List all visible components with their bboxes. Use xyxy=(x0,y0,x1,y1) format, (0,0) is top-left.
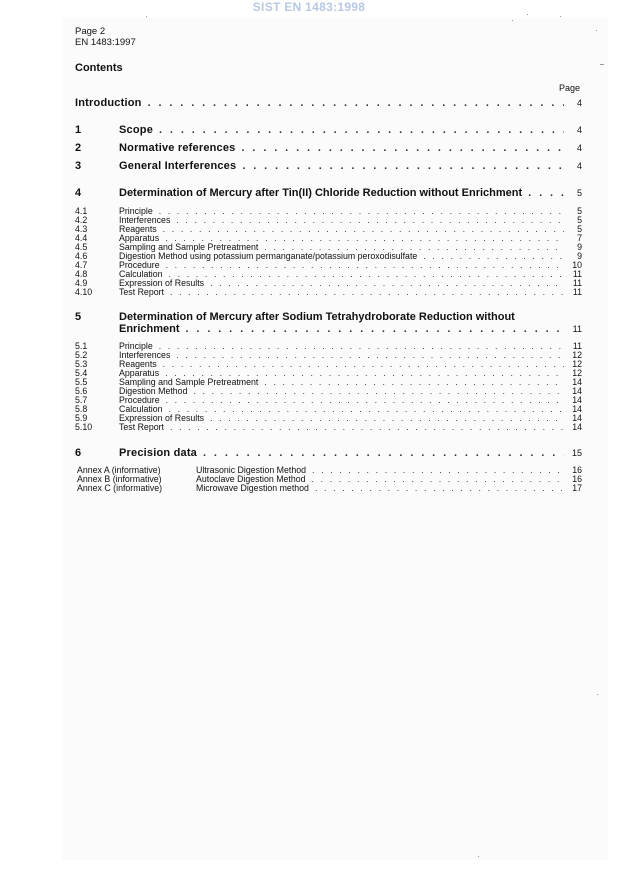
toc-subsection-number: 4.1 xyxy=(75,206,88,216)
toc-page-number: 14 xyxy=(572,413,582,423)
toc-entry-label: Procedure xyxy=(119,260,160,270)
leader-dots xyxy=(312,475,564,484)
toc-page-number: 11 xyxy=(572,341,582,351)
toc-entry-section-2[interactable] xyxy=(75,141,582,155)
annex-title: Ultrasonic Digestion Method xyxy=(196,465,307,475)
leader-dots xyxy=(176,351,564,360)
toc-subsection-number: 4.7 xyxy=(75,260,88,270)
toc-page-number: 5 xyxy=(577,206,582,216)
toc-page-number: 15 xyxy=(571,448,582,458)
annex-name: Annex C (informative) xyxy=(77,483,163,493)
page-column-label: Page xyxy=(559,83,581,93)
toc-entry-label: Expression of Results xyxy=(119,413,205,423)
toc-page-number: 11 xyxy=(572,269,582,279)
leader-dots xyxy=(163,360,564,369)
toc-entry-label: Procedure xyxy=(119,395,160,405)
leader-dots xyxy=(163,225,564,234)
leader-dots xyxy=(242,141,564,155)
toc-page-number: 14 xyxy=(572,386,582,396)
toc-entry-label: Test Report xyxy=(119,422,164,432)
toc-subsection-number: 4.10 xyxy=(75,287,93,297)
toc-section-number: 4 xyxy=(75,187,82,199)
annex-title: Autoclave Digestion Method xyxy=(196,474,306,484)
toc-page-number: 14 xyxy=(572,377,582,387)
leader-dots xyxy=(159,342,564,351)
toc-section-number: 3 xyxy=(75,160,82,172)
toc-entry-section-4[interactable] xyxy=(75,186,582,200)
leader-dots xyxy=(170,288,564,297)
toc-entry-5-10[interactable] xyxy=(75,423,582,432)
toc-entry-label: Calculation xyxy=(119,269,163,279)
toc-entry-label: Interferences xyxy=(119,350,171,360)
leader-dots xyxy=(148,96,564,110)
toc-subsection-number: 5.3 xyxy=(75,359,88,369)
annex-name: Annex A (informative) xyxy=(77,465,161,475)
toc-entry-label: Principle xyxy=(119,341,153,351)
toc-page-number: 4 xyxy=(576,125,582,135)
toc-page-number: 4 xyxy=(576,143,582,153)
scan-speck xyxy=(146,16,147,17)
toc-subsection-number: 5.9 xyxy=(75,413,88,423)
toc-entry-label: Digestion Method using potassium permanganate/potassium peroxodisulfate xyxy=(119,251,418,261)
leader-dots xyxy=(312,466,564,475)
toc-page-number: 5 xyxy=(577,215,582,225)
toc-entry-label: Reagents xyxy=(119,224,157,234)
toc-entry-annex-c[interactable] xyxy=(77,484,582,493)
toc-entry-label-line2: Enrichment xyxy=(119,323,180,335)
scan-speck xyxy=(527,14,528,15)
toc-section-number: 2 xyxy=(75,142,82,154)
toc-entry-label: Apparatus xyxy=(119,368,160,378)
toc-entry-section-5-continued[interactable] xyxy=(75,322,582,336)
leader-dots xyxy=(203,446,564,460)
leader-dots xyxy=(210,279,564,288)
toc-entry-label: Precision data xyxy=(119,447,197,459)
leader-dots xyxy=(166,261,564,270)
toc-entry-label: Normative references xyxy=(119,142,236,154)
toc-subsection-number: 4.2 xyxy=(75,215,88,225)
toc-subsection-number: 4.5 xyxy=(75,242,88,252)
toc-subsection-number: 5.7 xyxy=(75,395,88,405)
toc-entry-4-10[interactable] xyxy=(75,288,582,297)
toc-page-number: 4 xyxy=(576,161,582,171)
leader-dots xyxy=(170,423,564,432)
toc-entry-section-1[interactable] xyxy=(75,123,582,137)
toc-page-number: 16 xyxy=(572,474,582,484)
toc-subsection-number: 4.4 xyxy=(75,233,88,243)
toc-entry-section-6[interactable] xyxy=(75,446,582,460)
toc-page-number: 11 xyxy=(572,278,582,288)
scan-speck xyxy=(597,694,598,695)
toc-entry-label: Determination of Mercury after Tin(II) Chloride Reduction without Enrichment xyxy=(119,187,523,199)
toc-subsection-number: 4.9 xyxy=(75,278,88,288)
toc-page-number: 5 xyxy=(576,188,582,198)
leader-dots xyxy=(169,270,564,279)
toc-entry-label: General Interferences xyxy=(119,160,237,172)
toc-section-number: 1 xyxy=(75,124,82,136)
contents-heading: Contents xyxy=(75,62,123,74)
annex-name: Annex B (informative) xyxy=(77,474,162,484)
toc-entry-label: Reagents xyxy=(119,359,157,369)
toc-entry-section-3[interactable] xyxy=(75,159,582,173)
leader-dots xyxy=(193,387,564,396)
toc-section-number: 6 xyxy=(75,447,82,459)
toc-entry-label: Principle xyxy=(119,206,153,216)
toc-page-number: 11 xyxy=(572,287,582,297)
toc-subsection-number: 5.10 xyxy=(75,422,93,432)
toc-entry-introduction[interactable] xyxy=(75,96,582,110)
leader-dots xyxy=(242,159,564,173)
leader-dots xyxy=(528,186,564,200)
toc-page-number: 14 xyxy=(572,404,582,414)
document-number: EN 1483:1997 xyxy=(75,37,136,48)
leader-dots xyxy=(264,378,564,387)
annex-title: Microwave Digestion method xyxy=(196,483,309,493)
toc-entry-label: Scope xyxy=(119,124,154,136)
toc-entry-label: Interferences xyxy=(119,215,171,225)
toc-page-number: 14 xyxy=(572,422,582,432)
toc-page-number: 12 xyxy=(572,350,582,360)
toc-subsection-number: 5.1 xyxy=(75,341,88,351)
leader-dots xyxy=(423,252,564,261)
toc-entry-label: Expression of Results xyxy=(119,278,205,288)
leader-dots xyxy=(159,207,564,216)
leader-dots xyxy=(166,396,564,405)
toc-entry-label: Calculation xyxy=(119,404,163,414)
toc-entry-label: Digestion Method xyxy=(119,386,188,396)
leader-dots xyxy=(315,484,564,493)
toc-subsection-number: 4.3 xyxy=(75,224,88,234)
toc-page-number: 12 xyxy=(572,368,582,378)
toc-subsection-number: 5.4 xyxy=(75,368,88,378)
toc-entry-label: Introduction xyxy=(75,97,142,109)
toc-page-number: 7 xyxy=(577,233,582,243)
toc-page-number: 16 xyxy=(572,465,582,475)
scan-speck xyxy=(560,16,561,17)
toc-page-number: 9 xyxy=(577,242,582,252)
toc-entry-label: Sampling and Sample Pretreatment xyxy=(119,377,259,387)
scan-speck xyxy=(478,856,479,857)
toc-entry-label: Sampling and Sample Pretreatment xyxy=(119,242,259,252)
toc-entry-label: Apparatus xyxy=(119,233,160,243)
scan-speck xyxy=(600,64,604,65)
leader-dots xyxy=(210,414,564,423)
scan-speck xyxy=(596,30,597,31)
toc-subsection-number: 5.2 xyxy=(75,350,88,360)
toc-page-number: 11 xyxy=(572,324,582,334)
toc-page-number: 17 xyxy=(572,483,582,493)
toc-page-number: 5 xyxy=(577,224,582,234)
toc-page-number: 10 xyxy=(572,260,582,270)
watermark: SIST EN 1483:1998 xyxy=(252,0,366,14)
toc-page-number: 9 xyxy=(577,251,582,261)
leader-dots xyxy=(186,322,564,336)
toc-subsection-number: 5.6 xyxy=(75,386,88,396)
toc-page-number: 12 xyxy=(572,359,582,369)
page-label: Page 2 xyxy=(75,26,106,37)
toc-entry-label: Test Report xyxy=(119,287,164,297)
leader-dots xyxy=(159,123,564,137)
leader-dots xyxy=(176,216,564,225)
toc-subsection-number: 5.8 xyxy=(75,404,88,414)
toc-entry-label-line1: Determination of Mercury after Sodium Tetrahydroborate Reduction without xyxy=(119,311,515,323)
scan-speck xyxy=(512,20,513,21)
toc-subsection-number: 4.6 xyxy=(75,251,88,261)
toc-page-number: 14 xyxy=(572,395,582,405)
toc-section-number: 5 xyxy=(75,311,82,323)
toc-subsection-number: 4.8 xyxy=(75,269,88,279)
toc-subsection-number: 5.5 xyxy=(75,377,88,387)
toc-page-number: 4 xyxy=(576,98,582,108)
leader-dots xyxy=(169,405,564,414)
